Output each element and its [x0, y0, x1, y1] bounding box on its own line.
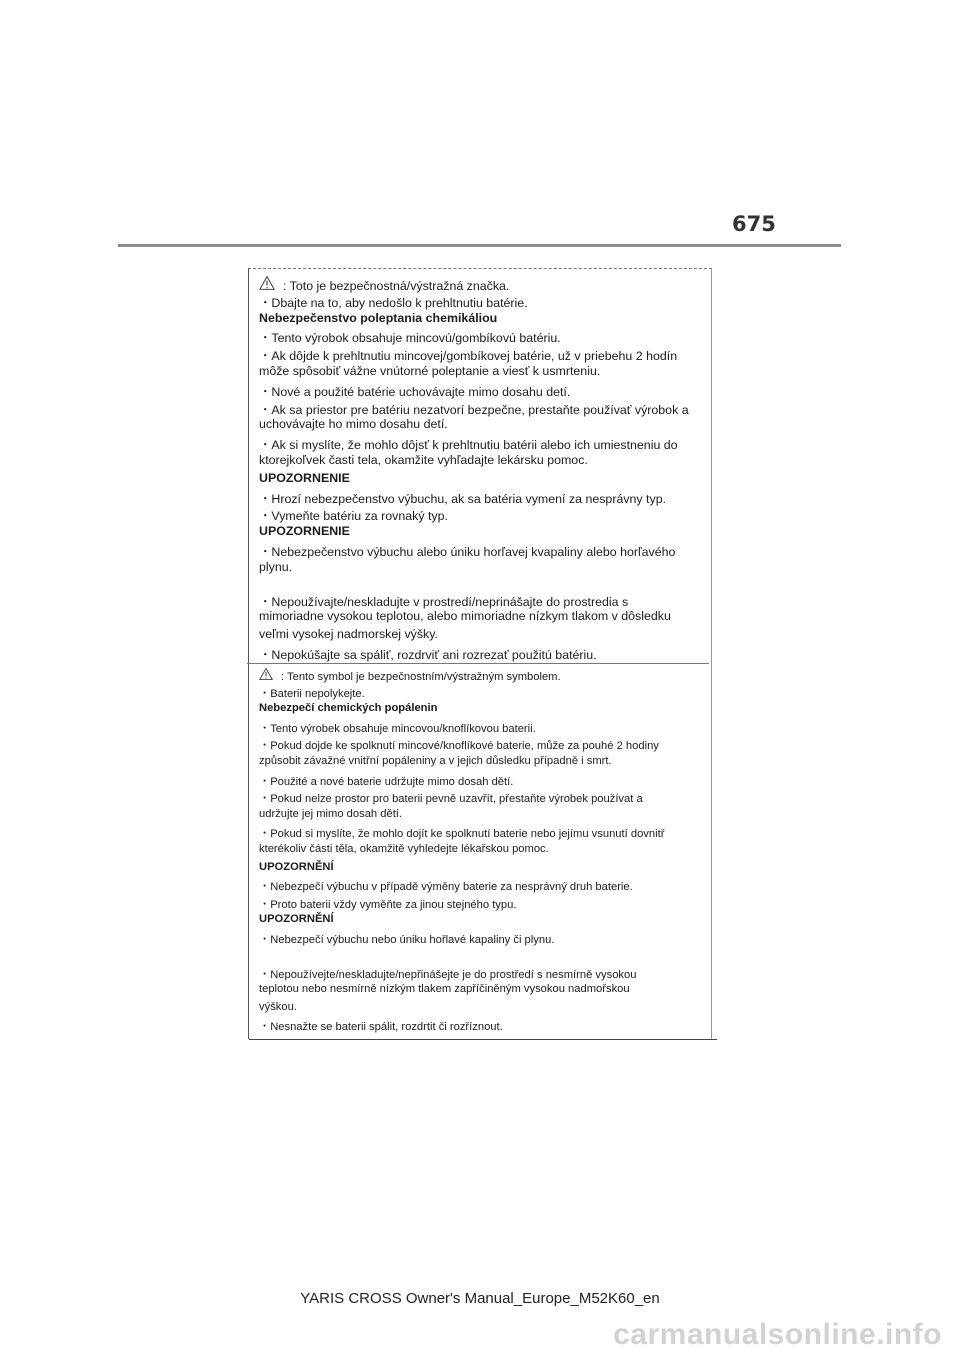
warning-line [259, 627, 438, 641]
warning-line [259, 1018, 503, 1034]
warning-line-text: Nebezpečí chemických popálenin [259, 702, 438, 715]
warning-line [259, 382, 570, 400]
warning-line [259, 843, 549, 855]
warning-line-text: ・Tento výrobek obsahuje mincovou/knoflíkovou baterii. [259, 722, 536, 735]
warning-line [259, 328, 561, 346]
warning-line [259, 453, 588, 467]
warning-line [259, 808, 402, 820]
warning-triangle-icon [259, 667, 273, 681]
warning-line-text: udržujte jej mimo dosah dětí. [259, 807, 403, 820]
warning-line-text: UPOZORNENIE [259, 470, 350, 485]
warning-line [259, 560, 292, 574]
warning-line-text: ・Tento výrobok obsahuje mincovú/gombíkovú batériu. [259, 331, 561, 346]
page-number: 675 [732, 212, 776, 236]
warning-line-text: ・Nebezpečí výbuchu nebo úniku hořlavé kapaliny či plynu. [259, 934, 555, 946]
warning-line [259, 435, 678, 453]
warning-line [259, 346, 677, 364]
battery-warning-label [248, 268, 712, 1039]
warning-line-text: môže spôsobiť vážne vnútorné poleptanie a viesť k usmrteniu. [259, 364, 601, 378]
warning-line-text: UPOZORNENIE [259, 524, 350, 539]
warning-line [259, 685, 365, 701]
warning-line-text: : Tento symbol je bezpečnostním/výstražným symbolem. [281, 671, 561, 683]
warning-line [259, 737, 659, 753]
warning-line-text: ・Nebezpečí výbuchu v případě výměny baterie za nesprávný druh baterie. [259, 881, 633, 894]
warning-line [259, 983, 630, 995]
warning-line-text: ・Baterii nepolykejte. [259, 687, 365, 700]
warning-line [259, 293, 528, 311]
watermark: carmanualsonline.info [613, 1318, 942, 1351]
warning-heading [259, 524, 350, 538]
footer-manual-title: YARIS CROSS Owner's Manual_Europe_M52K60_en [300, 1290, 660, 1307]
warning-line [259, 667, 561, 683]
warning-line-text: plynu. [259, 559, 293, 574]
warning-heading [259, 471, 350, 485]
warning-line-text: veľmi vysokej nadmorskej výšky. [259, 627, 438, 642]
header-rule [118, 244, 841, 247]
warning-line-text: ・Nebezpečenstvo výbuchu alebo úniku horľavej kvapaliny alebo horľavého [259, 545, 676, 559]
warning-line [259, 931, 554, 947]
warning-line [259, 1001, 297, 1013]
warning-line-text: způsobit závažné vnitřní popáleniny a v jejich důsledku případně i smrt. [259, 755, 612, 767]
warning-line-text: : Toto je bezpečnostná/výstražná značka. [283, 279, 510, 293]
warning-line [259, 645, 597, 663]
warning-line-text: výškou. [259, 1000, 297, 1013]
warning-line-text: ・Pokud nelze prostor pro baterii pevně uzavřít, přestaňte výrobek používat a [259, 793, 643, 806]
warning-line-text: ・Dbajte na to, aby nedošlo k prehltnutiu batérie. [259, 295, 528, 310]
warning-line [259, 506, 448, 524]
warning-line-text: UPOZORNĚNÍ [259, 913, 334, 926]
warning-line [259, 400, 689, 418]
warning-line [259, 592, 628, 610]
warning-heading [259, 311, 497, 325]
warning-line [259, 417, 448, 431]
warning-line-text: teplotou nebo nesmírně nízkým tlakem zapříčiněným vysokou nadmořskou [259, 983, 630, 996]
warning-line-text: ・Pokud si myslíte, že mohlo dojít ke spolknutí baterie nebo jejímu vsunutí dovnitř [259, 828, 665, 841]
warning-line [259, 609, 671, 623]
warning-line-text: ・Pokud dojde ke spolknutí mincové/knoflíkové baterie, může za pouhé 2 hodiny [259, 740, 659, 753]
warning-line [259, 773, 513, 789]
warning-triangle-icon [259, 275, 275, 291]
warning-line [259, 275, 509, 293]
warning-line-text: Nebezpečenstvo poleptania chemikáliou [259, 310, 498, 325]
warning-heading [259, 861, 334, 873]
warning-line-text: ・Hrozí nebezpečenstvo výbuchu, ak sa batéria vymení za nesprávny typ. [259, 491, 667, 506]
warning-line [259, 790, 643, 806]
warning-line [259, 825, 664, 841]
warning-line [259, 720, 536, 736]
warning-line [259, 364, 600, 378]
warning-heading [259, 702, 437, 714]
warning-line-text: ・Vymeňte batériu za rovnaký typ. [259, 509, 448, 524]
warning-line-text: ・Nepoužívajte/neskladujte v prostredí/neprinášajte do prostredia s [259, 594, 629, 609]
warning-line [259, 755, 612, 767]
warning-heading [259, 913, 334, 925]
warning-line [259, 489, 666, 507]
warning-line-text: ・Ak dôjde k prehltnutiu mincovej/gombíkovej batérie, už v priebehu 2 hodín [259, 349, 678, 364]
warning-line [259, 542, 675, 560]
warning-line-text: ・Ak si myslíte, že mohlo dôjsť k prehltnutiu batérii alebo ich umiestneniu do [259, 438, 678, 453]
warning-line-text: ktorejkoľvek časti tela, okamžite vyhľadajte lekársku pomoc. [259, 453, 588, 467]
warning-line [259, 878, 633, 894]
warning-line-text: ・Nové a použité batérie uchovávajte mimo dosahu detí. [259, 384, 571, 399]
warning-line-text: kterékoliv části těla, okamžitě vyhledejte lékařskou pomoc. [259, 843, 549, 855]
warning-line-text: mimoriadne vysokou teplotou, alebo mimoriadne nízkym tlakom v dôsledku [259, 609, 671, 624]
warning-line-text: uchovávajte ho mimo dosahu detí. [259, 417, 448, 432]
warning-line-text: ・Nesnažte se baterii spálit, rozdrtit či rozříznout. [259, 1021, 503, 1034]
warning-line-text: ・Proto baterii vždy vyměňte za jinou stejného typu. [259, 898, 517, 911]
warning-line-text: ・Ak sa priestor pre batériu nezatvorí bezpečne, prestaňte používať výrobok a [259, 402, 689, 417]
warning-line-text: ・Použité a nové baterie udržujte mimo dosah dětí. [259, 775, 514, 788]
warning-line [259, 896, 516, 912]
warning-line [259, 966, 636, 982]
warning-line-text: UPOZORNĚNÍ [259, 860, 334, 873]
warning-line-text: ・Nepokúšajte sa spáliť, rozdrviť ani rozrezať použitú batériu. [259, 648, 597, 662]
warning-line-text: ・Nepoužívejte/neskladujte/nepřinášejte je do prostředí s nesmírně vysokou [259, 968, 637, 981]
